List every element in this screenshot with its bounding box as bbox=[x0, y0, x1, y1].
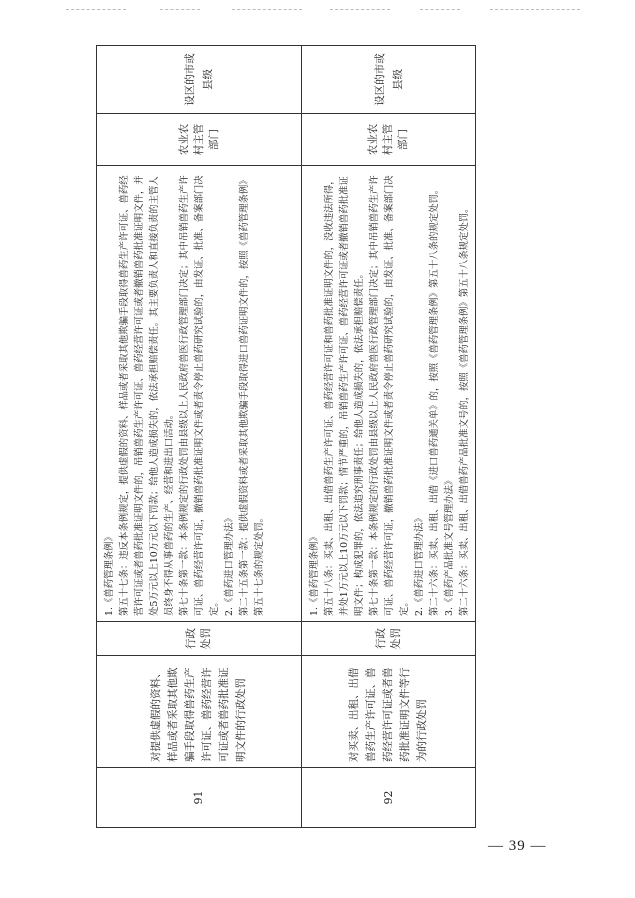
basis-line: 3.《兽药产品批准文号管理办法》 bbox=[444, 475, 455, 616]
basis-line: 1.《兽药管理条例》 bbox=[309, 532, 320, 616]
row-number: 92 bbox=[302, 768, 476, 828]
responsible-department: 农业农村主管部门 bbox=[302, 114, 476, 166]
exercise-level: 设区的市或县级 bbox=[302, 46, 476, 114]
basis-line: 第二十六条：买卖、出租、出借《进口兽药通关单》的，按照《兽药管理条例》第五十八条的规定处罚。 bbox=[429, 184, 440, 616]
legal-basis bbox=[97, 166, 302, 622]
legal-basis bbox=[302, 166, 476, 622]
basis-line: 第五十八条：买卖、出租、出借兽药生产许可证、兽药经营许可证和兽药批准证明文件的，没收违法所得，并处1万元以上10万元以下罚款；情节严重的，吊销兽药生产许可证、兽药经营许可证或者撤销兽药批准证明文件；构成犯罪的，依法追究刑事责任；给他人造成损失的，依法承担赔偿责任。 bbox=[324, 175, 365, 616]
scan-artifact-line bbox=[420, 9, 460, 11]
basis-line: 第五十七条：违反本条例规定，提供虚假的资料、样品或者采取其他欺骗手段取得兽药生产许可证、兽药经营许可证或者兽药批准证明文件的，吊销兽药生产许可证、兽药经营许可证或者撤销兽药批准证明文件，并处5万元以上10万元以下罚款；给他人造成损失的，依法承担赔偿责任。其主要负责人和直接负责的主管人员终身不得从事兽药的生产、经营和进出口活动。 bbox=[119, 175, 175, 616]
power-list-table bbox=[96, 45, 476, 828]
table-row bbox=[97, 46, 302, 828]
responsible-department: 农业农村主管部门 bbox=[97, 114, 302, 166]
basis-line: 2.《兽药进口管理办法》 bbox=[414, 513, 425, 616]
basis-line: 1.《兽药管理条例》 bbox=[104, 532, 115, 616]
page-number: — 39 — bbox=[488, 838, 547, 854]
basis-line: 2.《兽药进口管理办法》 bbox=[224, 513, 235, 616]
scan-artifact-line bbox=[490, 9, 580, 11]
item-name: 对买卖、出租、出借兽药生产许可证、兽药经营许可证或者兽药批准证明文件等行为的行政处罚 bbox=[302, 656, 476, 768]
rotated-table-container bbox=[96, 46, 470, 828]
exercise-level: 设区的市或县级 bbox=[97, 46, 302, 114]
row-number: 91 bbox=[97, 768, 302, 828]
power-category: 行政处罚 bbox=[97, 622, 302, 656]
item-name: 对提供虚假的资料、样品或者采取其他欺骗手段取得兽药生产许可证、兽药经营许可证或者兽药批准证明文件的行政处罚 bbox=[97, 656, 302, 768]
scan-artifact-line bbox=[66, 9, 126, 11]
scan-artifact-line bbox=[232, 9, 302, 11]
scan-artifact-line bbox=[160, 9, 200, 11]
basis-line: 第二十五条第一款：提供虚假资料或者采取其他欺骗手段取得进口兽药证明文件的，按照《兽药管理条例》第五十七条的规定处罚。 bbox=[239, 175, 265, 616]
table-row bbox=[302, 46, 476, 828]
basis-line: 第二十六条：买卖、出租、出借兽药产品批准文号的，按照《兽药管理条例》第五十八条规定处罚。 bbox=[459, 203, 470, 616]
basis-line: 第七十条第一款：本条例规定的行政处罚由县级以上人民政府兽医行政管理部门决定；其中吊销兽药生产许可证、兽药经营许可证，撤销兽药批准证明文件或者责令停止兽药研究试验的，由发证、批准、备案部门决定。 bbox=[179, 175, 220, 616]
basis-line: 第七十条第一款：本条例规定的行政处罚由县级以上人民政府兽医行政管理部门决定；其中吊销兽药生产许可证、兽药经营许可证，撤销兽药批准证明文件或者责令停止兽药研究试验的，由发证、批准、备案部门决定。 bbox=[369, 175, 410, 616]
power-category: 行政处罚 bbox=[302, 622, 476, 656]
scan-artifact-line bbox=[330, 9, 390, 11]
document-page bbox=[96, 46, 470, 828]
